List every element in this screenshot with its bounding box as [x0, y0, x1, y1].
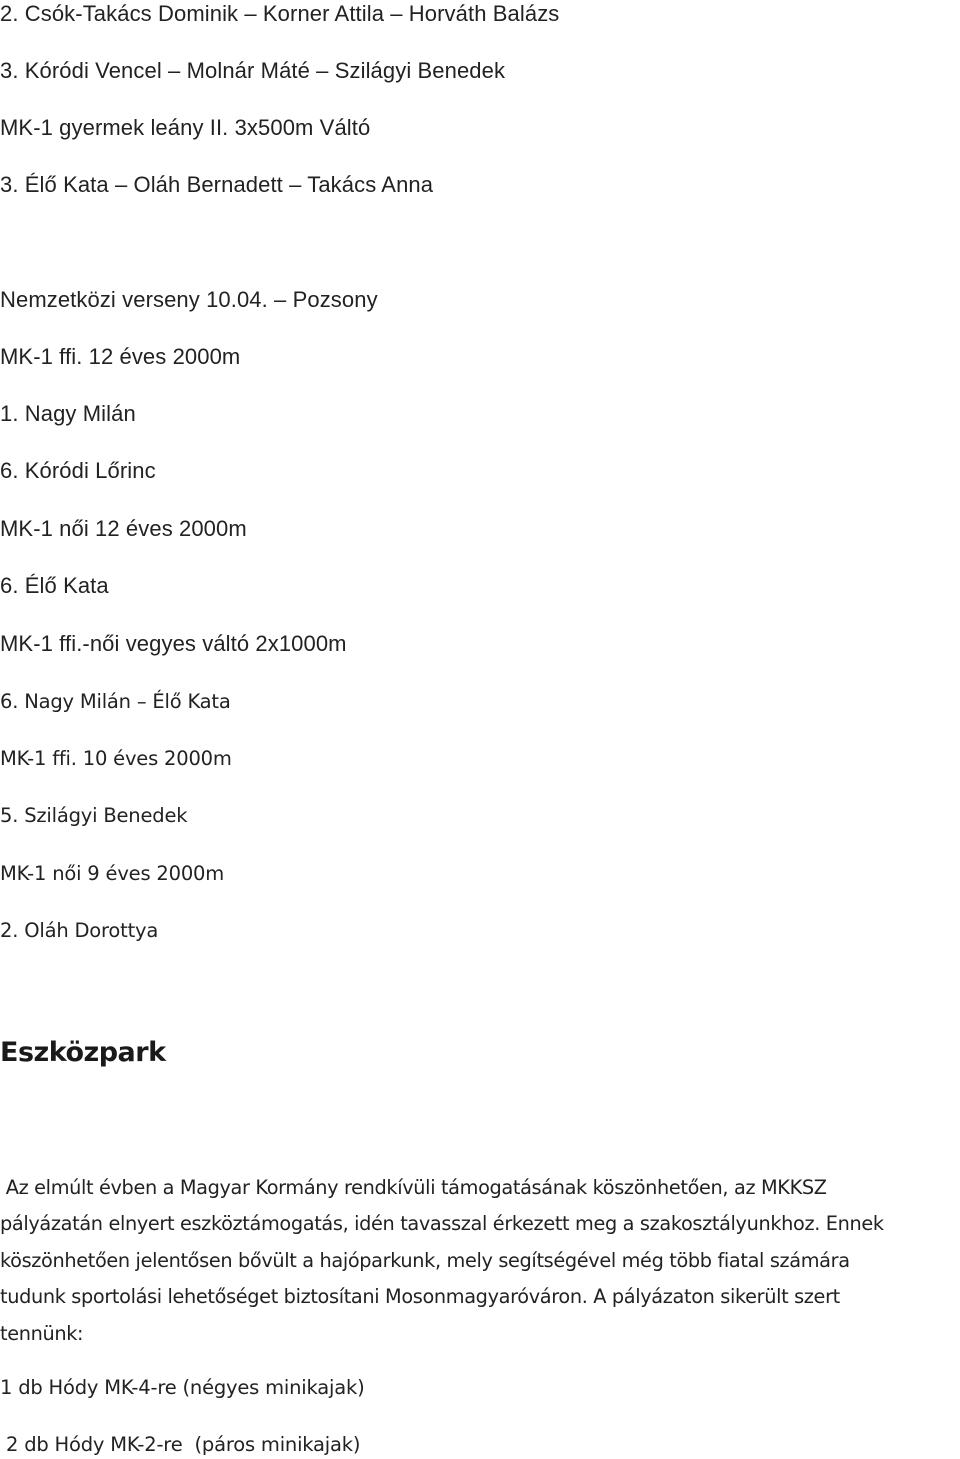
event-title: MK-1 ffi.-női vegyes váltó 2x1000m: [0, 631, 347, 656]
list-item: 2 db Hódy MK-2-re (páros minikajak): [0, 1433, 361, 1456]
result-line: 6. Nagy Milán – Élő Kata: [0, 690, 231, 713]
event-title: MK-1 gyermek leány II. 3x500m Váltó: [0, 115, 371, 140]
competition-title: Nemzetközi verseny 10.04. – Pozsony: [0, 287, 378, 312]
paragraph-line: köszönhetően jelentősen bővült a hajóparkunk, mely segítségével még több fiatal számára: [0, 1248, 850, 1272]
result-line: 3. Élő Kata – Oláh Bernadett – Takács Anna: [0, 172, 434, 197]
event-title: MK-1 ffi. 10 éves 2000m: [0, 747, 232, 770]
event-title: MK-1 női 12 éves 2000m: [0, 516, 247, 541]
result-line: 1. Nagy Milán: [0, 401, 136, 426]
paragraph-line: Az elmúlt évben a Magyar Kormány rendkívüli támogatásának köszönhetően, az MKKSZ: [0, 1176, 827, 1199]
result-line: 5. Szilágyi Benedek: [0, 804, 188, 827]
event-title: MK-1 ffi. 12 éves 2000m: [0, 344, 241, 369]
list-item: 1 db Hódy MK-4-re (négyes minikajak): [0, 1376, 365, 1399]
result-line: 2. Oláh Dorottya: [0, 919, 159, 942]
paragraph-line: pályázatán elnyert eszköztámogatás, idén tavasszal érkezett meg a szakosztályunkhoz. Ennek: [0, 1212, 884, 1236]
event-title: MK-1 női 9 éves 2000m: [0, 862, 225, 885]
section-paragraph: [0, 1170, 960, 1352]
result-line: 3. Kóródi Vencel – Molnár Máté – Szilágyi Benedek: [0, 58, 506, 83]
result-line: 6. Kóródi Lőrinc: [0, 458, 156, 483]
paragraph-line: tennünk:: [0, 1321, 84, 1345]
result-line: 2. Csók-Takács Dominik – Korner Attila – Horváth Balázs: [0, 1, 560, 26]
section-heading: Eszközpark: [0, 1037, 166, 1068]
result-line: 6. Élő Kata: [0, 573, 109, 598]
paragraph-line: tudunk sportolási lehetőséget biztosítani Mosonmagyaróváron. A pályázaton sikerült szert: [0, 1285, 840, 1309]
